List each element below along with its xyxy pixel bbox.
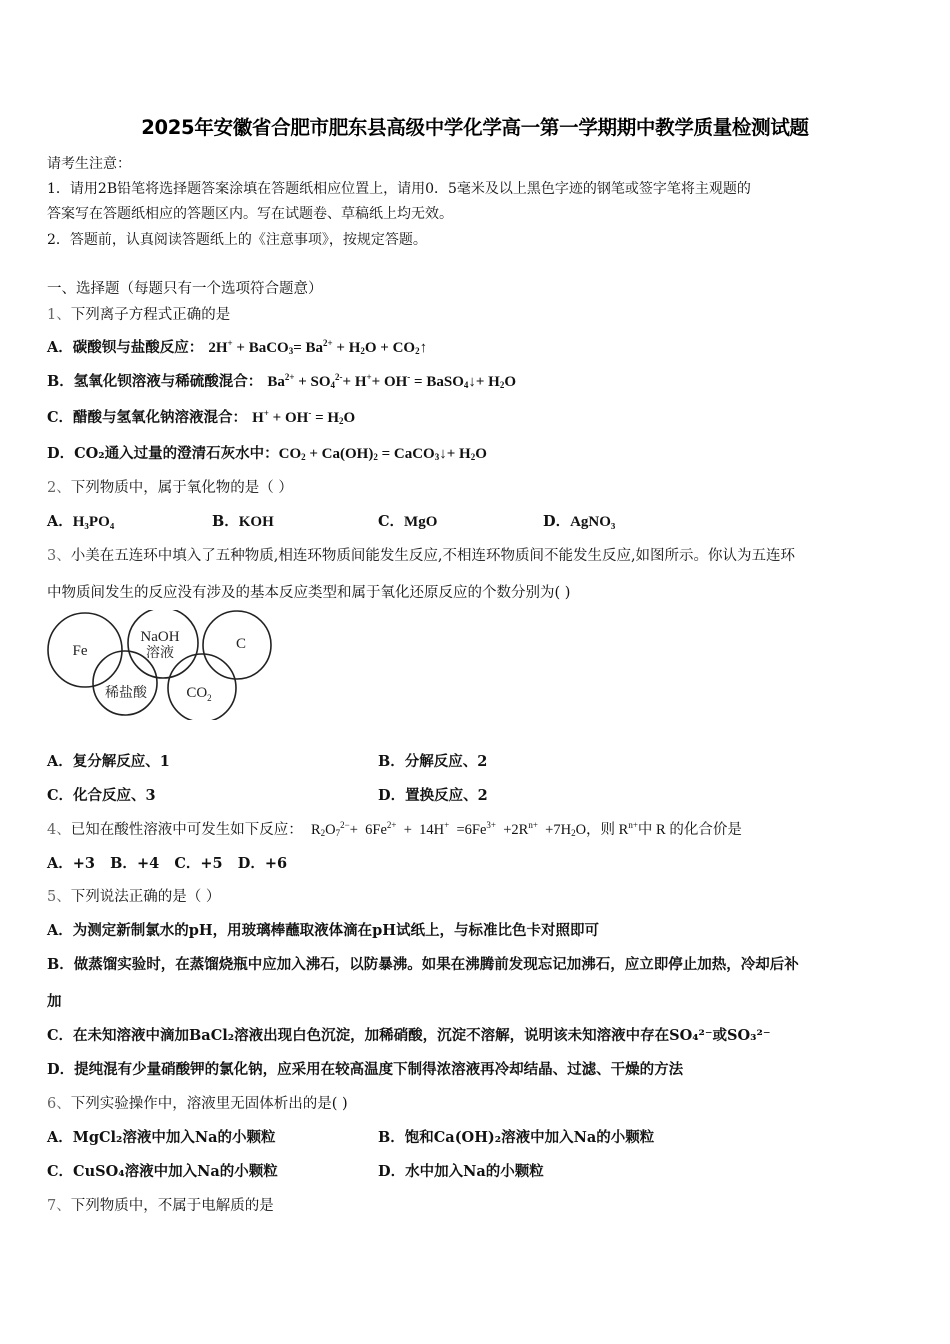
option-text: MgO [404, 514, 438, 530]
notice-heading: 请考生注意： [47, 156, 131, 172]
option-label: B． [110, 855, 137, 872]
q2-option-d [543, 510, 615, 531]
ring-label-co2: $CO_2$ [186, 685, 212, 703]
question-number: 6、 [47, 1096, 71, 1112]
option-label: C． [174, 855, 201, 872]
question-stem: 下列实验操作中，溶液里无固体析出的是( ) [70, 1096, 348, 1112]
q5-option-d [47, 1058, 683, 1079]
option-label: A． [47, 339, 73, 356]
question-5 [47, 885, 220, 906]
option-label: A． [47, 855, 73, 872]
question-2 [47, 476, 293, 497]
option-label: C． [47, 1163, 74, 1180]
q2-option-c [378, 510, 437, 531]
q3-option-c [47, 784, 156, 805]
question-stem: 下列物质中，不属于电解质的是 [70, 1198, 274, 1214]
q3-option-d [378, 784, 488, 805]
question-number: 1、 [47, 307, 71, 323]
option-text: 分解反应、2 [404, 753, 488, 770]
q1-option-d [47, 442, 487, 463]
question-6 [47, 1092, 348, 1113]
option-label: A． [47, 513, 73, 530]
option-text: 饱和Ca(OH)₂溶液中加入Na的小颗粒 [404, 1129, 655, 1146]
option-label: B． [47, 956, 74, 973]
notice-line-3: 2．答题前，认真阅读答题纸上的《注意事项》，按规定答题。 [47, 232, 427, 248]
q5-option-a [47, 919, 599, 940]
question-4 [47, 818, 742, 839]
equation: $R_2O_7^{2-}+ 6Fe^{2+} + 14H^+ =6Fe^{3+} +2R^{n+} +7H_2O$，则 $R^{n+}$中 R 的化合价是 [307, 820, 742, 838]
option-text: 醋酸与氢氧化钠溶液混合： [73, 409, 248, 426]
q1-option-a [47, 336, 427, 357]
question-7 [47, 1194, 274, 1215]
option-label: C． [47, 409, 74, 426]
question-number: 2、 [47, 480, 71, 496]
q6-option-c [47, 1160, 278, 1181]
option-text: 为测定新制氯水的pH，用玻璃棒蘸取液体滴在pH试纸上，与标准比色卡对照即可 [72, 922, 599, 939]
option-text: AgNO₃ [570, 514, 616, 530]
question-stem: 已知在酸性溶液中可发生如下反应： [70, 822, 303, 838]
option-text: 复分解反应、1 [72, 753, 170, 770]
q1-option-c [47, 406, 355, 427]
q4-options [47, 852, 287, 873]
option-text: KOH [238, 514, 274, 530]
question-stem: 下列物质中，属于氧化物的是（ ） [70, 480, 293, 496]
q3-option-a [47, 750, 170, 771]
option-label: B． [47, 373, 74, 390]
q2-option-b [212, 510, 274, 531]
option-text: 提纯混有少量硝酸钾的氯化钠，应采用在较高温度下制得浓溶液再冷却结晶、过滤、干燥的方法 [74, 1061, 684, 1078]
q6-option-a [47, 1126, 276, 1147]
page-title: 2025年安徽省合肥市肥东县高级中学化学高一第一学期期中教学质量检测试题 [141, 116, 809, 139]
ring-label-naoh-2: 溶液 [146, 646, 174, 661]
equation: 2H+ + BaCO$_3$= $Ba^{2+} + H_2O$ + $CO_2↑$ [208, 338, 428, 356]
option-d-text: +6 [264, 855, 288, 872]
q2-option-a [47, 510, 114, 531]
notice-line-2: 答案写在答题纸相应的答题区内。写在试题卷、草稿纸上均无效。 [47, 206, 453, 222]
q1-option-b [47, 370, 516, 391]
option-label: A． [47, 753, 73, 770]
q5-option-b-cont: 加 [47, 993, 62, 1010]
equation: $CO_2 + Ca(OH)_2$ = CaCO$_3$↓+ $H_2O$ [278, 446, 487, 462]
option-label: C． [47, 787, 74, 804]
option-label: D． [378, 1163, 406, 1180]
question-number: 5、 [47, 889, 71, 905]
section-heading: 一、选择题（每题只有一个选项符合题意） [47, 281, 323, 297]
option-label: A． [47, 1129, 73, 1146]
question-number: 7、 [47, 1198, 71, 1214]
q3-option-b [378, 750, 487, 771]
option-label: D． [543, 513, 571, 530]
question-number: 3、 [47, 548, 71, 564]
option-text: H₃PO₄ [72, 514, 115, 530]
option-text: 置换反应、2 [405, 787, 488, 804]
option-label: D． [47, 445, 75, 462]
option-c-text: +5 [200, 855, 223, 872]
q6-option-b [378, 1126, 654, 1147]
option-text: 在未知溶液中滴加BaCl₂溶液出现白色沉淀，加稀硝酸，沉淀不溶解，说明该未知溶液中存在SO₄²⁻或SO₃²⁻ [73, 1027, 771, 1044]
question-1 [47, 303, 230, 324]
option-text: 化合反应、3 [73, 787, 156, 804]
q5-option-b [47, 953, 799, 974]
question-3-line-2: 中物质间发生的反应没有涉及的基本反应类型和属于氧化还原反应的个数分别为( ) [47, 585, 571, 601]
ring-label-hcl: 稀盐酸 [105, 686, 147, 701]
ring-label-fe: Fe [72, 643, 88, 659]
option-label: C． [378, 513, 405, 530]
option-text: CuSO₄溶液中加入Na的小颗粒 [73, 1163, 278, 1180]
equation: $H^+ + OH^- = H_2O$ [252, 408, 356, 426]
option-text: 碳酸钡与盐酸反应： [72, 339, 204, 356]
option-label: D． [237, 855, 265, 872]
q5-option-c [47, 1024, 771, 1045]
q6-option-d [378, 1160, 544, 1181]
option-label: A． [47, 922, 73, 939]
question-number: 4、 [47, 822, 71, 838]
option-label: D． [47, 1061, 75, 1078]
notice-line-1: 1．请用2B铅笔将选择题答案涂填在答题纸相应位置上，请用0．5毫米及以上黑色字迹的钢笔或签字笔将主观题的 [47, 181, 751, 197]
option-label: B． [378, 1129, 405, 1146]
option-a-text: +3 [72, 855, 96, 872]
option-label: B． [378, 753, 405, 770]
option-text: 氢氧化钡溶液与稀硫酸混合： [73, 373, 263, 390]
question-stem: 下列离子方程式正确的是 [70, 307, 231, 323]
question-stem: 下列说法正确的是（ ） [70, 889, 221, 905]
ring-label-naoh-1: NaOH [140, 629, 180, 645]
ring-label-c: C [235, 636, 247, 652]
option-label: D． [378, 787, 406, 804]
option-text: 水中加入Na的小颗粒 [405, 1163, 544, 1180]
option-text: MgCl₂溶液中加入Na的小颗粒 [72, 1129, 276, 1146]
option-label: B． [212, 513, 239, 530]
option-b-text: +4 [136, 855, 160, 872]
option-text: CO₂通入过量的澄清石灰水中： [74, 445, 279, 462]
option-label: C． [47, 1027, 74, 1044]
five-rings-diagram [45, 610, 275, 720]
equation: $Ba^{2+} + SO_4^{2-}+ H^++ OH^-$ = BaSO$_4$↓+ $H_2O$ [267, 372, 516, 390]
option-text: 做蒸馏实验时，在蒸馏烧瓶中应加入沸石，以防暴沸。如果在沸腾前发现忘记加沸石，应立即停止加热，冷却后补 [73, 956, 799, 973]
question-3-line-1 [47, 544, 795, 565]
question-stem: 小美在五连环中填入了五种物质,相连环物质间能发生反应,不相连环物质间不能发生反应,如图所示。你认为五连环 [70, 548, 796, 564]
